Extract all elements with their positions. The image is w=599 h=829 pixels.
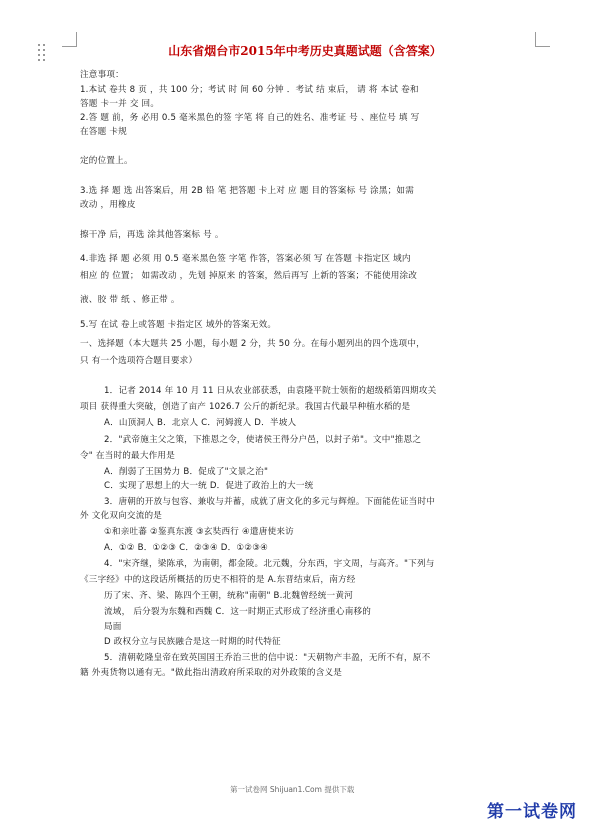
document-line: 液、胶 带 纸 、修正带 。 — [80, 295, 180, 305]
document-line: 5.写 在试 卷上或答题 卡指定区 域外的答案无效。 — [80, 320, 277, 330]
document-line: A．山顶洞人 B．北京人 C．河姆渡人 D．半坡人 — [104, 418, 297, 428]
document-line: 1.本试 卷共 8 页 ，共 100 分；考试 时 间 60 分钟 ．考试 结 束后， 请 将 本试 卷和 — [80, 85, 419, 95]
document-line: 改动 ，用橡皮 — [80, 200, 136, 210]
document-line: D 政权分立与民族融合是这一时期的时代特征 — [104, 637, 281, 647]
drag-handle-icon[interactable] — [38, 44, 48, 62]
document-line: 局面 — [104, 622, 122, 632]
watermark-logo: 第一试卷网 — [487, 802, 577, 822]
document-line: 2．"武帝施主父之策，下推恩之令，使诸侯王得分户邑，以封子弟"。文中"推恩之 — [104, 435, 422, 445]
document-line: 1．记者 2014 年 10 月 11 日从农业部获悉，由袁隆平院士领衔的超级稻第四期攻关 — [104, 386, 437, 396]
document-line: 在答题 卡规 — [80, 127, 127, 137]
document-line: 项目 获得重大突破，创造了亩产 1026.7 公斤的新纪录。我国古代最早种植水稻的是 — [80, 402, 411, 412]
document-line: C．实现了思想上的大一统 D．促进了政治上的大一统 — [104, 481, 314, 491]
document-line: 外 文化双向交流的是 — [80, 511, 163, 521]
document-line: 历了宋、齐、梁、陈四个王朝，统称"南朝" B.北魏曾经统一黄河 — [104, 591, 353, 601]
document-line: A．①② B．①②③ C．②③④ D．①②③④ — [104, 543, 269, 553]
page-footer: 第一试卷网 Shijuan1.Com 提供下载 — [230, 785, 355, 794]
document-line: 4.非选 择 题 必须 用 0.5 毫米黑色签 字笔 作答，答案必须 写 在答题 卡指定区 域内 — [80, 254, 411, 264]
document-line: 3.选 择 题 选 出答案后，用 2B 铅 笔 把答题 卡上对 应 题 目的答案标 号 涂黑；如需 — [80, 186, 415, 196]
page-corner-mark — [535, 32, 550, 47]
document-line: 相应 的 位置； 如需改动 ，先划 掉原来 的答案，然后再写 上新的答案；不能使用涂改 — [80, 271, 418, 281]
document-line: 答题 卡一并 交 回。 — [80, 99, 160, 109]
document-line: 籍 外夷货物以通有无。"做此指出清政府所采取的对外政策的含义是 — [80, 668, 343, 678]
document-line: A．削弱了王国势力 B．促成了"文景之治" — [104, 467, 269, 477]
document-line: 3．唐朝的开放与包容、兼收与并蓄，成就了唐文化的多元与辉煌。下面能佐证当时中 — [104, 497, 436, 507]
document-line: 令" 在当时的最大作用是 — [80, 451, 176, 461]
document-line: 《三字经》中的这段话所概括的历史不相符的是 A.东晋结束后，南方经 — [80, 575, 356, 585]
document-line: ①和亲吐蕃 ②鉴真东渡 ③玄奘西行 ④遣唐使来访 — [104, 527, 294, 537]
document-line: 擦干净 后，再选 涂其他答案标 号 。 — [80, 230, 224, 240]
document-line: 流域， 后分裂为东魏和西魏 C．这一时期正式形成了经济重心南移的 — [104, 607, 372, 617]
page-title: 山东省烟台市2015年中考历史真题试题（含答案） — [168, 44, 442, 58]
document-line: 4．"宋齐继，梁陈承，为南朝，都金陵。北元魏，分东西，宇文周，与高齐。"下列与 — [104, 559, 435, 569]
document-line: 定的位置上。 — [80, 156, 133, 166]
document-line: 一、选择题（本大题共 25 小题，每小题 2 分，共 50 分。在每小题列出的四个选项中， — [80, 339, 425, 349]
document-line: 5．清朝乾隆皇帝在致英国国王乔治三世的信中说："天朝物产丰盈，无所不有，原不 — [104, 653, 431, 663]
document-line: 注意事项： — [80, 70, 124, 80]
document-line: 2.答 题 前，务 必用 0.5 毫米黑色的签 字笔 将 自己的姓名、准考证 号 、座位号 填 写 — [80, 113, 420, 123]
document-line: 只 有一个选项符合题目要求） — [80, 356, 198, 366]
page-corner-mark — [62, 32, 77, 47]
